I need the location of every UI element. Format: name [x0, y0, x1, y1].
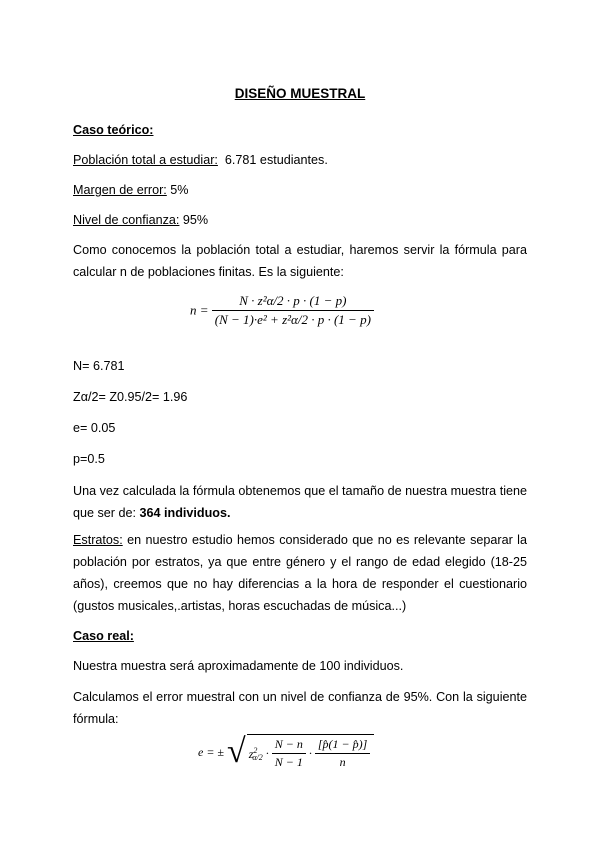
- e-value: e= 0.05: [73, 421, 116, 435]
- error-line-2: fórmula:: [73, 712, 119, 726]
- dot-2: ·: [308, 746, 312, 760]
- poblacion-value: 6.781 estudiantes.: [224, 153, 328, 167]
- document-title: DISEÑO MUESTRAL: [234, 86, 366, 101]
- formula2-frac2-num: [p̂(1 − p̂)]: [315, 737, 370, 754]
- intro-line-2: calcular n de poblaciones finitas. Es la siguiente:: [73, 265, 344, 279]
- formula2-frac1-num: N − n: [272, 737, 306, 754]
- margen-value: 5%: [170, 183, 189, 197]
- formula2-fraction-2: [315, 737, 370, 770]
- formula2-fraction-1: [272, 737, 306, 770]
- z-value: Zα/2= Z0.95/2= 1.96: [73, 390, 188, 404]
- formula1-lhs: n =: [190, 302, 209, 318]
- confianza-label: Nivel de confianza:: [73, 213, 180, 227]
- poblacion-label: Población total a estudiar:: [73, 153, 218, 167]
- error-paragraph: [73, 686, 527, 730]
- estratos-line-4: (gustos musicales,.artistas, horas escuchadas de música...): [73, 599, 407, 613]
- muestra-line: Nuestra muestra será aproximadamente de 100 individuos.: [73, 659, 404, 673]
- estratos-line-2: población por estratos, ya que entre género y el rango de edad elegido (18-25: [73, 555, 527, 569]
- formula2-frac2-den: n: [339, 755, 346, 769]
- formula1-denominator: (N − 1)·e² + z²α/2 · p · (1 − p): [214, 312, 371, 327]
- heading-caso-real: Caso real:: [73, 629, 134, 643]
- dot-1: ·: [265, 746, 269, 760]
- formula1-fraction: [212, 293, 374, 328]
- result-line-2: [73, 502, 527, 524]
- n-value: N= 6.781: [73, 359, 125, 373]
- intro-line-1: Como conocemos la población total a estudiar, haremos servir la fórmula para: [73, 243, 527, 257]
- formula2-frac1-den: N − 1: [274, 755, 303, 769]
- p-value: p=0.5: [73, 452, 105, 466]
- margen-line: [73, 179, 527, 201]
- intro-paragraph: [73, 239, 527, 283]
- estratos-paragraph: [73, 529, 527, 617]
- margen-label: Margen de error:: [73, 183, 167, 197]
- poblacion-line: [73, 149, 527, 171]
- z-term: $z^2_{\alpha/2}$: [248, 745, 263, 762]
- sqrt-icon: √: [227, 733, 246, 770]
- formula2-lhs: e = ±: [198, 744, 225, 759]
- result-prefix: que ser de:: [73, 506, 137, 520]
- result-line-1: Una vez calculada la fórmula obtenemos que el tamaño de nuestra muestra tiene: [73, 484, 527, 498]
- error-line-1: Calculamos el error muestral con un nivel de confianza de 95%. Con la siguiente: [73, 690, 527, 704]
- confianza-value: 95%: [182, 213, 209, 227]
- heading-caso-teorico: Caso teórico:: [73, 123, 154, 137]
- radicand: [247, 734, 375, 770]
- sample-size-formula: [190, 293, 374, 328]
- confianza-line: [73, 209, 527, 231]
- result-bold: 364 individuos.: [139, 506, 231, 520]
- estratos-label: Estratos:: [73, 533, 123, 547]
- result-paragraph: [73, 480, 527, 524]
- formula1-numerator: N · z²α/2 · p · (1 − p): [212, 293, 374, 311]
- estratos-line-3: años), creemos que no hay diferencias a la hora de responder el cuestionario: [73, 577, 527, 591]
- estratos-line-1: [73, 529, 527, 551]
- error-formula: [198, 734, 374, 770]
- estratos-text-1: en nuestro estudio hemos considerado que no es relevante separar la: [122, 533, 527, 547]
